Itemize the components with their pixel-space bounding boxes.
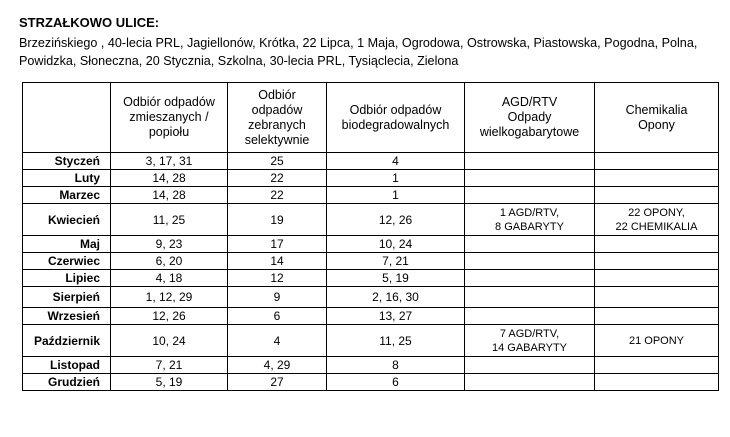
chemicals-tires-dates [595, 325, 719, 357]
mixed-waste-dates: 5, 19 [111, 374, 228, 391]
selective-waste-dates: 25 [228, 153, 327, 170]
agd-bulky-dates [465, 187, 595, 204]
table-row [23, 325, 719, 357]
street-list: Brzezińskiego , 40-lecia PRL, Jagiellonów, Krótka, 22 Lipca, 1 Maja, Ogrodowa, Ostrowska, Piastowska, Pogodna, Polna, Powidzka, Słoneczna, 20 Stycznia, Szkolna, 30-lecia PRL, Tysiąclecia, Zielona [19, 36, 698, 68]
bio-waste-dates: 4 [327, 153, 465, 170]
table-row [23, 253, 719, 270]
agd-bulky-dates [465, 253, 595, 270]
agd-bulky-dates [465, 308, 595, 325]
month-cell: Sierpień [23, 287, 111, 308]
agd-bulky-dates [465, 270, 595, 287]
month-cell: Styczeń [23, 153, 111, 170]
bio-waste-dates: 6 [327, 374, 465, 391]
header-agd-bulky: AGD/RTV Odpady wielkogabarytowe [465, 83, 595, 153]
month-cell: Kwiecień [23, 204, 111, 236]
mixed-waste-dates: 12, 26 [111, 308, 228, 325]
bio-waste-dates: 10, 24 [327, 236, 465, 253]
month-cell: Lipiec [23, 270, 111, 287]
agd-bulky-dates [465, 325, 595, 357]
chemicals-tires-dates [595, 253, 719, 270]
month-cell: Marzec [23, 187, 111, 204]
mixed-waste-dates: 1, 12, 29 [111, 287, 228, 308]
agd-bulky-dates-line-2: 8 GABARYTY [495, 220, 564, 233]
chemicals-tires-dates [595, 170, 719, 187]
chemicals-tires-dates-line-1: 22 OPONY, [628, 206, 685, 219]
agd-bulky-dates-line-2: 14 GABARYTY [492, 341, 567, 354]
header-bio-waste: Odbiór odpadów biodegradowalnych [327, 83, 465, 153]
table-header-row [23, 83, 719, 153]
header-month [23, 83, 111, 153]
month-cell: Październik [23, 325, 111, 357]
table-row [23, 170, 719, 187]
document-heading: STRZAŁKOWO ULICE: [19, 15, 160, 30]
mixed-waste-dates: 6, 20 [111, 253, 228, 270]
table-row [23, 374, 719, 391]
chemicals-tires-dates-line-2: 22 CHEMIKALIA [615, 220, 698, 233]
agd-bulky-dates [465, 204, 595, 236]
mixed-waste-dates: 7, 21 [111, 357, 228, 374]
agd-bulky-dates [465, 153, 595, 170]
selective-waste-dates: 19 [228, 204, 327, 236]
chemicals-tires-dates [595, 287, 719, 308]
mixed-waste-dates: 3, 17, 31 [111, 153, 228, 170]
bio-waste-dates: 12, 26 [327, 204, 465, 236]
selective-waste-dates: 6 [228, 308, 327, 325]
agd-bulky-dates [465, 170, 595, 187]
table-row [23, 357, 719, 374]
month-cell: Grudzień [23, 374, 111, 391]
chemicals-tires-dates [595, 236, 719, 253]
selective-waste-dates: 17 [228, 236, 327, 253]
month-cell: Maj [23, 236, 111, 253]
table-row [23, 287, 719, 308]
table-row [23, 153, 719, 170]
bio-waste-dates: 1 [327, 187, 465, 204]
month-cell: Czerwiec [23, 253, 111, 270]
header-chemicals-tires: Chemikalia Opony [595, 83, 719, 153]
selective-waste-dates: 12 [228, 270, 327, 287]
table-row [23, 204, 719, 236]
chemicals-tires-dates [595, 153, 719, 170]
chemicals-tires-dates [595, 270, 719, 287]
table-row [23, 270, 719, 287]
agd-bulky-dates [465, 236, 595, 253]
month-cell: Luty [23, 170, 111, 187]
chemicals-tires-dates [595, 357, 719, 374]
chemicals-tires-dates [595, 374, 719, 391]
bio-waste-dates: 2, 16, 30 [327, 287, 465, 308]
mixed-waste-dates: 14, 28 [111, 170, 228, 187]
bio-waste-dates: 7, 21 [327, 253, 465, 270]
agd-bulky-dates-line-1: 7 AGD/RTV, [499, 327, 560, 340]
table-row [23, 236, 719, 253]
bio-waste-dates: 5, 19 [327, 270, 465, 287]
chemicals-tires-dates [595, 187, 719, 204]
mixed-waste-dates: 14, 28 [111, 187, 228, 204]
selective-waste-dates: 9 [228, 287, 327, 308]
chemicals-tires-dates [595, 308, 719, 325]
mixed-waste-dates: 11, 25 [111, 204, 228, 236]
agd-bulky-dates [465, 287, 595, 308]
header-mixed-waste: Odbiór odpadów zmieszanych / popiołu [111, 83, 228, 153]
header-selective-waste: Odbiór odpadów zebranych selektywnie [228, 83, 327, 153]
bio-waste-dates: 8 [327, 357, 465, 374]
mixed-waste-dates: 9, 23 [111, 236, 228, 253]
selective-waste-dates: 4, 29 [228, 357, 327, 374]
mixed-waste-dates: 10, 24 [111, 325, 228, 357]
selective-waste-dates: 27 [228, 374, 327, 391]
month-cell: Listopad [23, 357, 111, 374]
table-row [23, 308, 719, 325]
agd-bulky-dates-line-1: 1 AGD/RTV, [499, 206, 560, 219]
selective-waste-dates: 22 [228, 187, 327, 204]
chemicals-tires-dates-line-1: 21 OPONY [628, 334, 685, 347]
agd-bulky-dates [465, 374, 595, 391]
bio-waste-dates: 1 [327, 170, 465, 187]
table-row [23, 187, 719, 204]
selective-waste-dates: 22 [228, 170, 327, 187]
month-cell: Wrzesień [23, 308, 111, 325]
chemicals-tires-dates [595, 204, 719, 236]
bio-waste-dates: 13, 27 [327, 308, 465, 325]
bio-waste-dates: 11, 25 [327, 325, 465, 357]
selective-waste-dates: 4 [228, 325, 327, 357]
selective-waste-dates: 14 [228, 253, 327, 270]
collection-schedule-table [22, 82, 719, 391]
mixed-waste-dates: 4, 18 [111, 270, 228, 287]
agd-bulky-dates [465, 357, 595, 374]
